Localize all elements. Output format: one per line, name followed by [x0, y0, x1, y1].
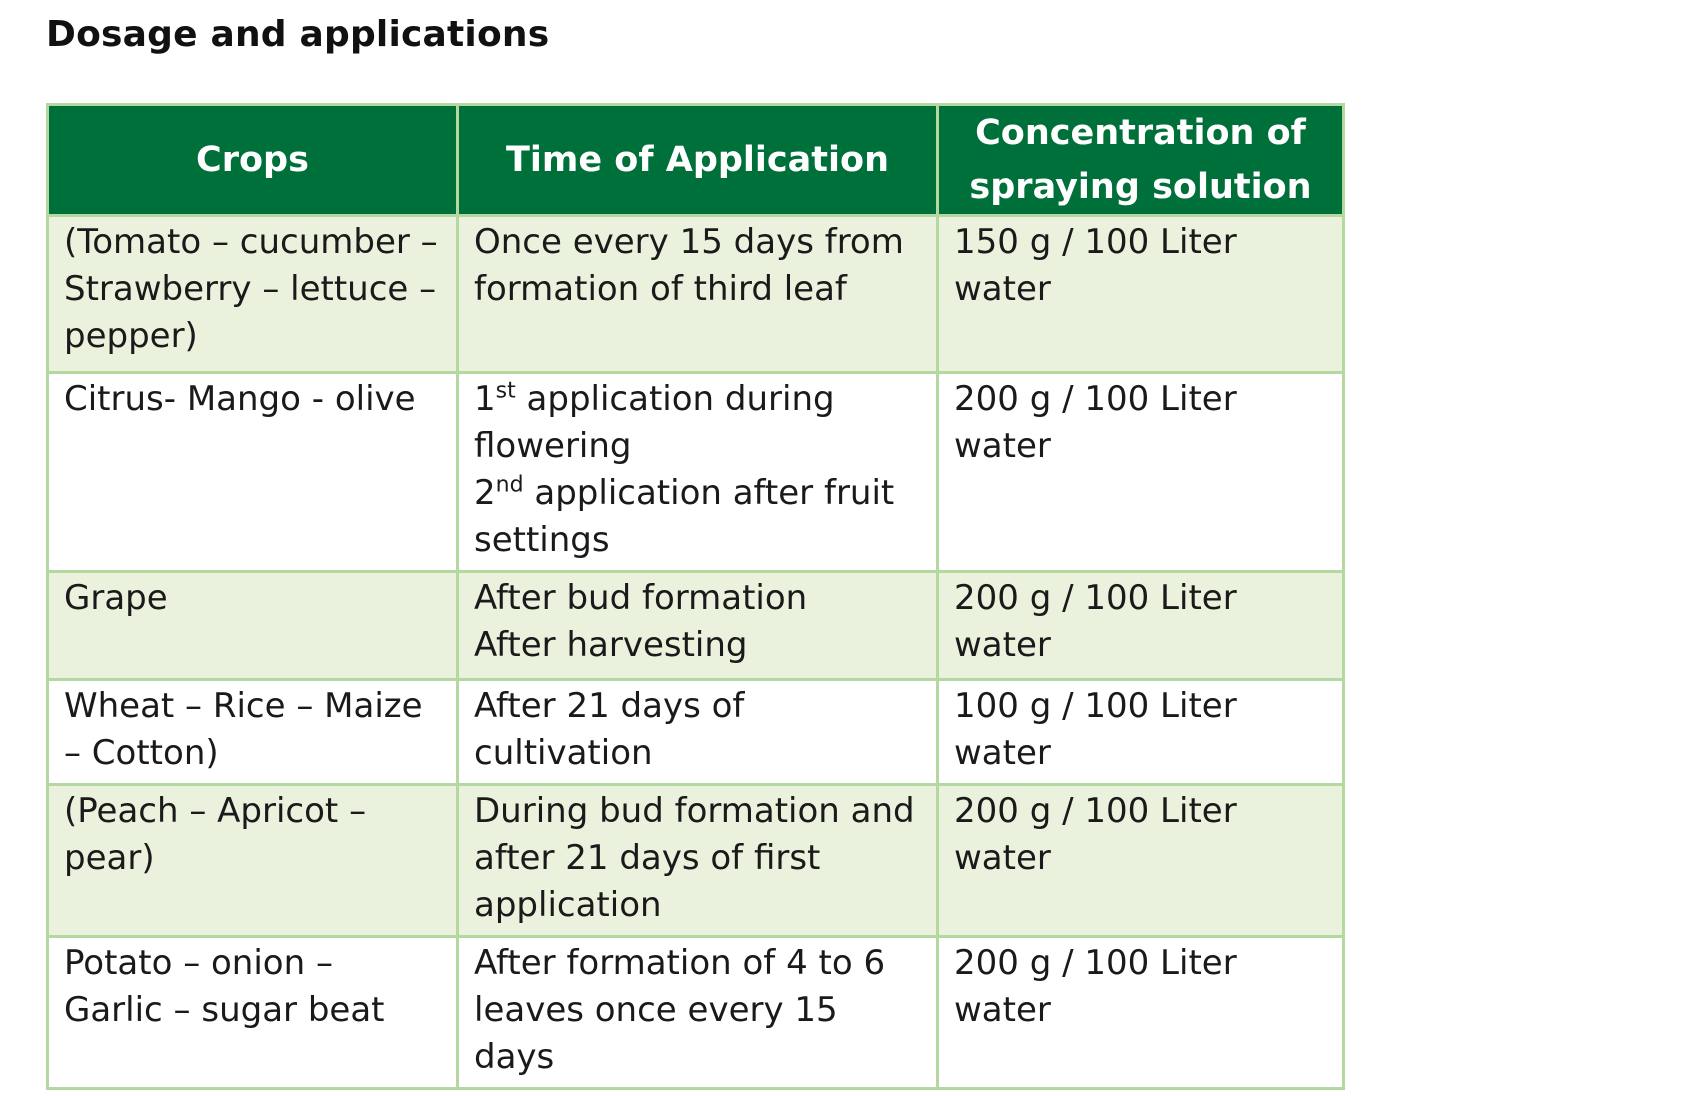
time-cell — [458, 572, 938, 680]
time-line — [474, 376, 922, 470]
crops-cell: (Peach – Apricot – pear) — [48, 785, 458, 937]
crops-cell: (Tomato – cucumber – Strawberry – lettuce – pepper) — [48, 216, 458, 373]
time-text: application after fruit settings — [474, 473, 895, 560]
time-cell — [458, 216, 938, 373]
table-row — [48, 216, 1344, 373]
time-text: application during flowering — [474, 379, 835, 466]
time-cell — [458, 373, 938, 572]
table-row — [48, 785, 1344, 937]
time-line: During bud formation and after 21 days of first application — [474, 791, 915, 925]
ordinal-number: 1 — [474, 379, 496, 419]
concentration-cell: 100 g / 100 Liter water — [938, 680, 1344, 785]
time-line: After 21 days of cultivation — [474, 686, 745, 773]
time-line: After formation of 4 to 6 leaves once every 15 days — [474, 943, 886, 1077]
concentration-cell: 200 g / 100 Liter water — [938, 785, 1344, 937]
header-concentration: Concentration of spraying solution — [938, 105, 1344, 216]
time-line — [474, 470, 922, 564]
crops-cell: Grape — [48, 572, 458, 680]
page-title: Dosage and applications — [46, 14, 550, 55]
crops-cell: Citrus- Mango - olive — [48, 373, 458, 572]
ordinal-number: 2 — [474, 473, 496, 513]
concentration-cell: 200 g / 100 Liter water — [938, 572, 1344, 680]
table-row — [48, 937, 1344, 1089]
crops-cell: Wheat – Rice – Maize – Cotton) — [48, 680, 458, 785]
time-cell — [458, 937, 938, 1089]
time-cell — [458, 680, 938, 785]
table-row — [48, 572, 1344, 680]
crops-cell: Potato – onion – Garlic – sugar beat — [48, 937, 458, 1089]
ordinal-suffix: nd — [495, 472, 524, 498]
table-header-row — [48, 105, 1344, 216]
dosage-table — [46, 103, 1345, 1090]
time-cell — [458, 785, 938, 937]
table-row — [48, 680, 1344, 785]
time-line: After bud formation — [474, 578, 808, 618]
concentration-cell: 200 g / 100 Liter water — [938, 373, 1344, 572]
header-time-of-application: Time of Application — [458, 105, 938, 216]
table-row — [48, 373, 1344, 572]
concentration-cell: 150 g / 100 Liter water — [938, 216, 1344, 373]
ordinal-suffix: st — [495, 378, 516, 404]
header-crops: Crops — [48, 105, 458, 216]
time-line: After harvesting — [474, 625, 748, 665]
time-line: Once every 15 days from formation of third leaf — [474, 222, 904, 309]
concentration-cell: 200 g / 100 Liter water — [938, 937, 1344, 1089]
